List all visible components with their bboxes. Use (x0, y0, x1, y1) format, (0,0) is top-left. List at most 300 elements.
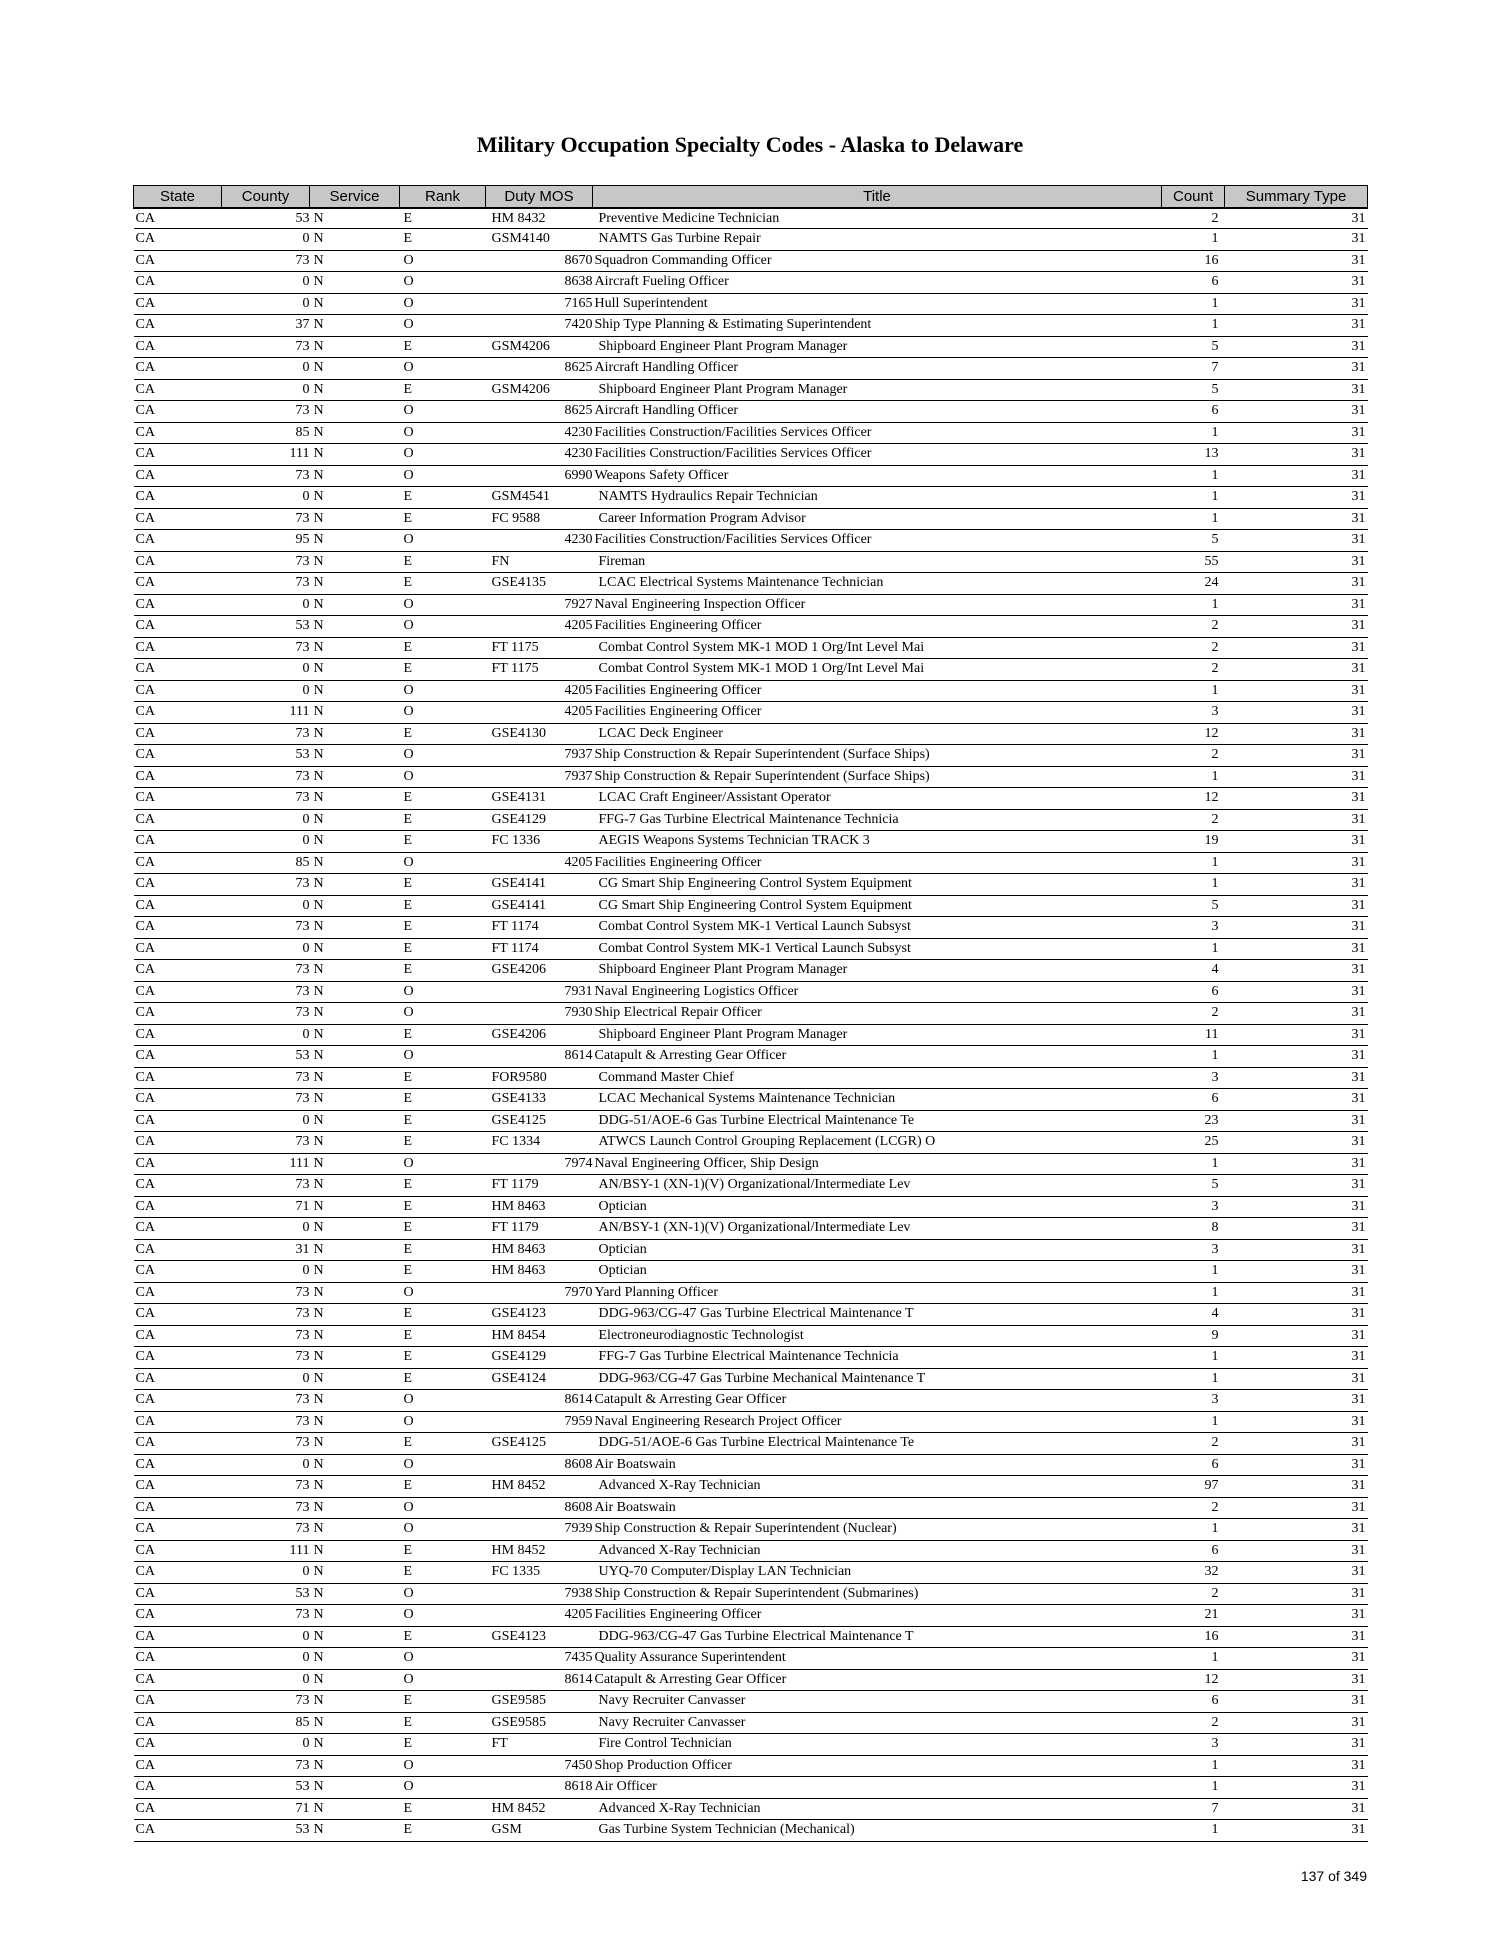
cell-summary-type: 31 (1225, 1605, 1368, 1627)
cell-count: 6 (1162, 401, 1225, 423)
cell-state: CA (134, 487, 222, 509)
cell-title: Ship Type Planning & Estimating Superintendent (593, 315, 1162, 337)
cell-state: CA (134, 766, 222, 788)
table-row (134, 1433, 1368, 1455)
cell-rank: O (400, 1755, 486, 1777)
cell-rank: O (400, 272, 486, 294)
cell-service: N (310, 1368, 400, 1390)
cell-summary-type: 31 (1225, 1669, 1368, 1691)
cell-rank: E (400, 1347, 486, 1369)
cell-state: CA (134, 1798, 222, 1820)
cell-title: AN/BSY-1 (XN-1)(V) Organizational/Intermediate Lev (593, 1218, 1162, 1240)
cell-service: N (310, 1304, 400, 1326)
cell-state: CA (134, 1261, 222, 1283)
cell-service: N (310, 594, 400, 616)
cell-state: CA (134, 1282, 222, 1304)
cell-service: N (310, 702, 400, 724)
cell-rank: E (400, 1798, 486, 1820)
cell-count: 5 (1162, 336, 1225, 358)
cell-title: Preventive Medicine Technician (593, 208, 1162, 229)
table-row (134, 208, 1368, 229)
cell-state: CA (134, 401, 222, 423)
cell-service: N (310, 444, 400, 466)
cell-duty-mos: 6990 (486, 465, 593, 487)
cell-summary-type: 31 (1225, 1089, 1368, 1111)
cell-county: 73 (222, 981, 310, 1003)
cell-count: 11 (1162, 1024, 1225, 1046)
cell-county: 73 (222, 1755, 310, 1777)
table-row (134, 1390, 1368, 1412)
cell-service: N (310, 766, 400, 788)
cell-count: 6 (1162, 981, 1225, 1003)
cell-summary-type: 31 (1225, 788, 1368, 810)
table-row (134, 1261, 1368, 1283)
cell-summary-type: 31 (1225, 379, 1368, 401)
cell-summary-type: 31 (1225, 1476, 1368, 1498)
cell-duty-mos: GSE4129 (486, 1347, 593, 1369)
cell-rank: E (400, 1820, 486, 1842)
cell-rank: E (400, 1110, 486, 1132)
cell-duty-mos: 7974 (486, 1153, 593, 1175)
cell-rank: E (400, 874, 486, 896)
header-title: Title (593, 186, 1162, 209)
cell-count: 3 (1162, 1734, 1225, 1756)
cell-service: N (310, 1519, 400, 1541)
cell-summary-type: 31 (1225, 1175, 1368, 1197)
table-row (134, 551, 1368, 573)
cell-duty-mos: 8618 (486, 1777, 593, 1799)
cell-count: 21 (1162, 1605, 1225, 1627)
cell-summary-type: 31 (1225, 1325, 1368, 1347)
cell-summary-type: 31 (1225, 1454, 1368, 1476)
cell-count: 4 (1162, 1304, 1225, 1326)
cell-service: N (310, 1067, 400, 1089)
cell-title: Advanced X-Ray Technician (593, 1540, 1162, 1562)
cell-county: 85 (222, 422, 310, 444)
cell-summary-type: 31 (1225, 831, 1368, 853)
table-row (134, 1497, 1368, 1519)
cell-summary-type: 31 (1225, 917, 1368, 939)
cell-rank: E (400, 1196, 486, 1218)
cell-county: 111 (222, 444, 310, 466)
cell-summary-type: 31 (1225, 573, 1368, 595)
cell-service: N (310, 1691, 400, 1713)
cell-rank: O (400, 358, 486, 380)
table-row (134, 379, 1368, 401)
table-row (134, 1734, 1368, 1756)
cell-state: CA (134, 1218, 222, 1240)
cell-title: Combat Control System MK-1 MOD 1 Org/Int Level Mai (593, 659, 1162, 681)
cell-title: Fire Control Technician (593, 1734, 1162, 1756)
cell-service: N (310, 1562, 400, 1584)
cell-county: 0 (222, 1218, 310, 1240)
cell-count: 7 (1162, 1798, 1225, 1820)
cell-county: 73 (222, 1605, 310, 1627)
table-row (134, 1798, 1368, 1820)
table-row (134, 917, 1368, 939)
cell-duty-mos: GSE4124 (486, 1368, 593, 1390)
cell-duty-mos: 7420 (486, 315, 593, 337)
cell-service: N (310, 1626, 400, 1648)
cell-service: N (310, 293, 400, 315)
cell-rank: O (400, 1454, 486, 1476)
cell-service: N (310, 637, 400, 659)
cell-service: N (310, 874, 400, 896)
cell-count: 2 (1162, 616, 1225, 638)
cell-title: Combat Control System MK-1 Vertical Launch Subsyst (593, 938, 1162, 960)
cell-rank: E (400, 1734, 486, 1756)
cell-count: 3 (1162, 1390, 1225, 1412)
cell-count: 2 (1162, 1583, 1225, 1605)
cell-summary-type: 31 (1225, 208, 1368, 229)
cell-summary-type: 31 (1225, 465, 1368, 487)
cell-count: 32 (1162, 1562, 1225, 1584)
cell-title: Optician (593, 1239, 1162, 1261)
cell-state: CA (134, 1648, 222, 1670)
cell-state: CA (134, 444, 222, 466)
cell-state: CA (134, 938, 222, 960)
cell-rank: E (400, 831, 486, 853)
cell-state: CA (134, 702, 222, 724)
cell-count: 12 (1162, 1669, 1225, 1691)
cell-title: Air Boatswain (593, 1454, 1162, 1476)
cell-county: 0 (222, 938, 310, 960)
cell-state: CA (134, 250, 222, 272)
cell-rank: O (400, 1583, 486, 1605)
cell-count: 1 (1162, 315, 1225, 337)
cell-rank: O (400, 1390, 486, 1412)
cell-state: CA (134, 960, 222, 982)
cell-duty-mos: 4230 (486, 422, 593, 444)
cell-state: CA (134, 1605, 222, 1627)
cell-count: 3 (1162, 1196, 1225, 1218)
cell-rank: O (400, 616, 486, 638)
table-row (134, 1175, 1368, 1197)
cell-county: 111 (222, 702, 310, 724)
cell-title: Advanced X-Ray Technician (593, 1798, 1162, 1820)
cell-count: 16 (1162, 1626, 1225, 1648)
cell-count: 2 (1162, 1497, 1225, 1519)
cell-state: CA (134, 1046, 222, 1068)
cell-count: 1 (1162, 1347, 1225, 1369)
cell-state: CA (134, 573, 222, 595)
cell-summary-type: 31 (1225, 1734, 1368, 1756)
cell-duty-mos: 7927 (486, 594, 593, 616)
table-row (134, 874, 1368, 896)
cell-title: CG Smart Ship Engineering Control System Equipment (593, 874, 1162, 896)
cell-state: CA (134, 208, 222, 229)
cell-duty-mos: GSE9585 (486, 1691, 593, 1713)
cell-county: 0 (222, 594, 310, 616)
cell-duty-mos: GSE4141 (486, 895, 593, 917)
cell-service: N (310, 208, 400, 229)
cell-county: 73 (222, 1325, 310, 1347)
table-body (134, 208, 1368, 1841)
table-row (134, 1476, 1368, 1498)
table-row (134, 1411, 1368, 1433)
cell-service: N (310, 1024, 400, 1046)
cell-county: 0 (222, 1648, 310, 1670)
cell-summary-type: 31 (1225, 401, 1368, 423)
cell-rank: O (400, 401, 486, 423)
cell-rank: E (400, 1024, 486, 1046)
cell-county: 73 (222, 401, 310, 423)
cell-county: 71 (222, 1196, 310, 1218)
cell-state: CA (134, 659, 222, 681)
cell-county: 37 (222, 315, 310, 337)
cell-count: 6 (1162, 1089, 1225, 1111)
cell-state: CA (134, 465, 222, 487)
cell-duty-mos: HM 8452 (486, 1540, 593, 1562)
cell-state: CA (134, 1476, 222, 1498)
table-row (134, 573, 1368, 595)
cell-rank: O (400, 745, 486, 767)
cell-service: N (310, 788, 400, 810)
cell-county: 73 (222, 508, 310, 530)
cell-count: 13 (1162, 444, 1225, 466)
cell-count: 1 (1162, 1153, 1225, 1175)
cell-state: CA (134, 293, 222, 315)
cell-county: 73 (222, 1519, 310, 1541)
cell-summary-type: 31 (1225, 895, 1368, 917)
cell-count: 2 (1162, 1433, 1225, 1455)
cell-summary-type: 31 (1225, 1046, 1368, 1068)
cell-duty-mos: FT 1174 (486, 917, 593, 939)
cell-state: CA (134, 594, 222, 616)
cell-county: 111 (222, 1153, 310, 1175)
cell-title: Navy Recruiter Canvasser (593, 1712, 1162, 1734)
cell-summary-type: 31 (1225, 1239, 1368, 1261)
table-row (134, 1024, 1368, 1046)
cell-duty-mos: HM 8463 (486, 1261, 593, 1283)
cell-state: CA (134, 637, 222, 659)
table-row (134, 659, 1368, 681)
cell-count: 2 (1162, 809, 1225, 831)
cell-title: Career Information Program Advisor (593, 508, 1162, 530)
cell-title: AN/BSY-1 (XN-1)(V) Organizational/Intermediate Lev (593, 1175, 1162, 1197)
cell-title: Ship Construction & Repair Superintendent (Nuclear) (593, 1519, 1162, 1541)
cell-state: CA (134, 1089, 222, 1111)
cell-summary-type: 31 (1225, 1110, 1368, 1132)
cell-rank: O (400, 1669, 486, 1691)
cell-count: 2 (1162, 637, 1225, 659)
table-row (134, 272, 1368, 294)
cell-count: 2 (1162, 208, 1225, 229)
cell-title: Advanced X-Ray Technician (593, 1476, 1162, 1498)
cell-title: Facilities Construction/Facilities Services Officer (593, 444, 1162, 466)
cell-count: 6 (1162, 1454, 1225, 1476)
cell-title: DDG-963/CG-47 Gas Turbine Mechanical Maintenance T (593, 1368, 1162, 1390)
cell-state: CA (134, 874, 222, 896)
cell-county: 0 (222, 809, 310, 831)
cell-count: 1 (1162, 1519, 1225, 1541)
cell-duty-mos: GSM4206 (486, 336, 593, 358)
cell-title: Shipboard Engineer Plant Program Manager (593, 379, 1162, 401)
table-row (134, 1648, 1368, 1670)
cell-duty-mos: FT 1175 (486, 637, 593, 659)
cell-title: DDG-51/AOE-6 Gas Turbine Electrical Maintenance Te (593, 1110, 1162, 1132)
cell-county: 53 (222, 1046, 310, 1068)
cell-duty-mos: 8625 (486, 358, 593, 380)
cell-county: 73 (222, 1175, 310, 1197)
header-count: Count (1162, 186, 1225, 209)
cell-rank: O (400, 1153, 486, 1175)
table-row (134, 637, 1368, 659)
cell-county: 73 (222, 874, 310, 896)
cell-title: Facilities Engineering Officer (593, 852, 1162, 874)
cell-count: 3 (1162, 917, 1225, 939)
cell-county: 0 (222, 1562, 310, 1584)
cell-state: CA (134, 1820, 222, 1842)
cell-title: UYQ-70 Computer/Display LAN Technician (593, 1562, 1162, 1584)
cell-duty-mos: GSE4131 (486, 788, 593, 810)
cell-count: 1 (1162, 594, 1225, 616)
cell-county: 0 (222, 831, 310, 853)
cell-count: 2 (1162, 1712, 1225, 1734)
table-row (134, 1218, 1368, 1240)
cell-rank: E (400, 379, 486, 401)
cell-summary-type: 31 (1225, 1433, 1368, 1455)
cell-count: 1 (1162, 422, 1225, 444)
cell-summary-type: 31 (1225, 444, 1368, 466)
cell-county: 73 (222, 1691, 310, 1713)
cell-summary-type: 31 (1225, 981, 1368, 1003)
cell-count: 55 (1162, 551, 1225, 573)
cell-duty-mos: FC 1336 (486, 831, 593, 853)
cell-service: N (310, 1583, 400, 1605)
cell-count: 1 (1162, 680, 1225, 702)
cell-county: 73 (222, 465, 310, 487)
cell-title: Air Officer (593, 1777, 1162, 1799)
cell-county: 0 (222, 1368, 310, 1390)
cell-duty-mos: GSM (486, 1820, 593, 1842)
cell-state: CA (134, 1390, 222, 1412)
cell-rank: E (400, 229, 486, 251)
cell-county: 73 (222, 637, 310, 659)
cell-rank: O (400, 1605, 486, 1627)
table-row (134, 745, 1368, 767)
cell-service: N (310, 1798, 400, 1820)
cell-summary-type: 31 (1225, 1497, 1368, 1519)
cell-state: CA (134, 1712, 222, 1734)
cell-summary-type: 31 (1225, 1067, 1368, 1089)
cell-title: Aircraft Handling Officer (593, 358, 1162, 380)
cell-state: CA (134, 1691, 222, 1713)
cell-summary-type: 31 (1225, 1132, 1368, 1154)
cell-service: N (310, 1669, 400, 1691)
cell-state: CA (134, 1540, 222, 1562)
cell-state: CA (134, 1433, 222, 1455)
cell-summary-type: 31 (1225, 229, 1368, 251)
cell-title: Catapult & Arresting Gear Officer (593, 1669, 1162, 1691)
cell-service: N (310, 1196, 400, 1218)
cell-summary-type: 31 (1225, 315, 1368, 337)
cell-duty-mos: 7450 (486, 1755, 593, 1777)
header-duty-mos: Duty MOS (486, 186, 593, 209)
cell-state: CA (134, 1411, 222, 1433)
cell-state: CA (134, 1239, 222, 1261)
cell-state: CA (134, 981, 222, 1003)
table-row (134, 1067, 1368, 1089)
cell-county: 53 (222, 1583, 310, 1605)
table-row (134, 1347, 1368, 1369)
table-row (134, 1196, 1368, 1218)
cell-duty-mos: GSE4129 (486, 809, 593, 831)
cell-count: 1 (1162, 465, 1225, 487)
table-row (134, 1110, 1368, 1132)
cell-duty-mos: 4205 (486, 702, 593, 724)
cell-count: 5 (1162, 895, 1225, 917)
cell-count: 3 (1162, 1067, 1225, 1089)
cell-service: N (310, 1347, 400, 1369)
table-row (134, 723, 1368, 745)
cell-service: N (310, 551, 400, 573)
cell-title: NAMTS Hydraulics Repair Technician (593, 487, 1162, 509)
cell-service: N (310, 1175, 400, 1197)
cell-state: CA (134, 616, 222, 638)
cell-rank: O (400, 766, 486, 788)
cell-duty-mos: 8614 (486, 1669, 593, 1691)
table-row (134, 530, 1368, 552)
table-row (134, 293, 1368, 315)
cell-summary-type: 31 (1225, 1024, 1368, 1046)
cell-service: N (310, 1755, 400, 1777)
cell-rank: O (400, 1777, 486, 1799)
cell-count: 2 (1162, 1003, 1225, 1025)
cell-state: CA (134, 1003, 222, 1025)
cell-rank: E (400, 723, 486, 745)
table-row (134, 1325, 1368, 1347)
cell-summary-type: 31 (1225, 1626, 1368, 1648)
cell-count: 9 (1162, 1325, 1225, 1347)
cell-duty-mos: GSM4541 (486, 487, 593, 509)
cell-summary-type: 31 (1225, 530, 1368, 552)
cell-rank: O (400, 1411, 486, 1433)
cell-summary-type: 31 (1225, 702, 1368, 724)
cell-title: LCAC Deck Engineer (593, 723, 1162, 745)
cell-state: CA (134, 379, 222, 401)
cell-state: CA (134, 1196, 222, 1218)
cell-rank: E (400, 1261, 486, 1283)
cell-summary-type: 31 (1225, 1390, 1368, 1412)
cell-rank: E (400, 1433, 486, 1455)
cell-county: 0 (222, 659, 310, 681)
cell-state: CA (134, 1777, 222, 1799)
cell-county: 73 (222, 1067, 310, 1089)
cell-county: 73 (222, 788, 310, 810)
table-row (134, 1304, 1368, 1326)
cell-rank: E (400, 1304, 486, 1326)
cell-service: N (310, 573, 400, 595)
cell-county: 0 (222, 1669, 310, 1691)
cell-summary-type: 31 (1225, 1798, 1368, 1820)
cell-county: 73 (222, 1132, 310, 1154)
table-row (134, 1368, 1368, 1390)
cell-duty-mos: 7435 (486, 1648, 593, 1670)
cell-state: CA (134, 680, 222, 702)
cell-count: 1 (1162, 229, 1225, 251)
cell-summary-type: 31 (1225, 336, 1368, 358)
cell-state: CA (134, 1734, 222, 1756)
cell-summary-type: 31 (1225, 1777, 1368, 1799)
cell-duty-mos: 7937 (486, 766, 593, 788)
cell-duty-mos: 8614 (486, 1390, 593, 1412)
cell-summary-type: 31 (1225, 594, 1368, 616)
cell-count: 1 (1162, 874, 1225, 896)
cell-duty-mos: GSE9585 (486, 1712, 593, 1734)
table-row (134, 702, 1368, 724)
cell-state: CA (134, 1110, 222, 1132)
